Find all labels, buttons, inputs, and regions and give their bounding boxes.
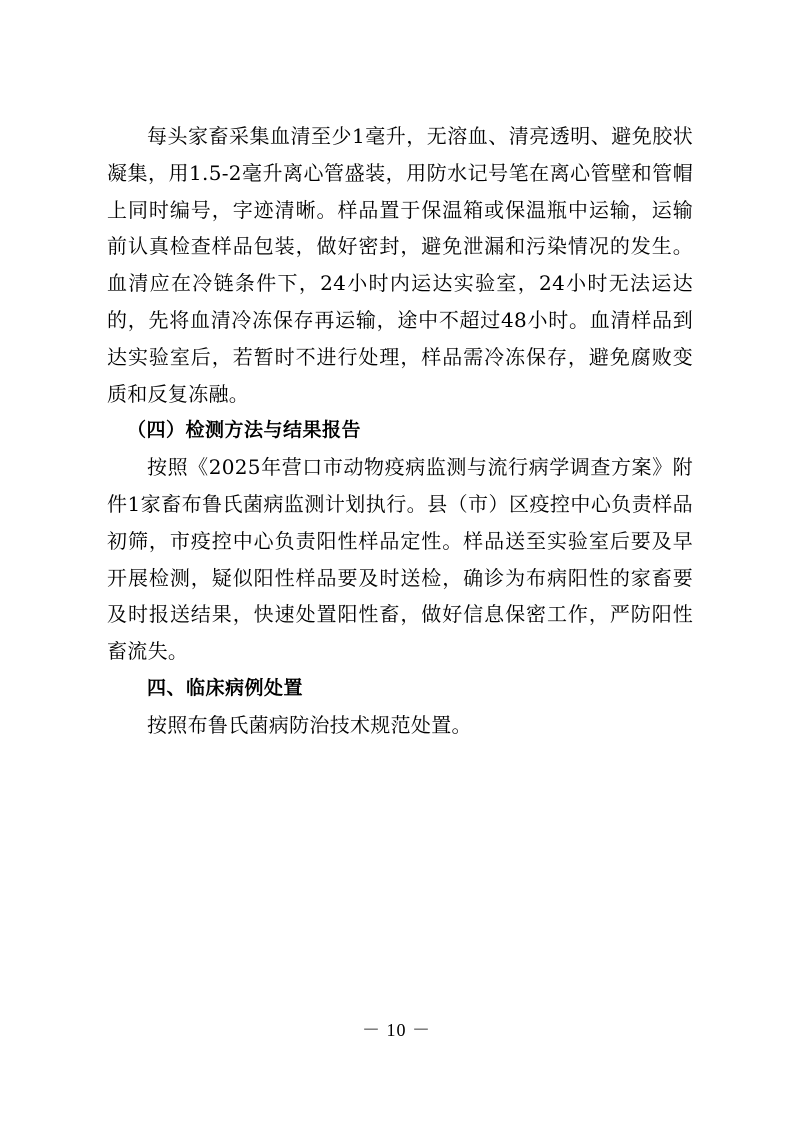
page-number: － 10 － (362, 1020, 431, 1040)
paragraph-detection-methods: 按照《2025年营口市动物疫病监测与流行病学调查方案》附件1家畜布鲁氏菌病监测计划执行。县（市）区疫控中心负责样品初筛，市疫控中心负责阳性样品定性。样品送至实验室后要及早开展检测，疑似阳性样品要及时送检，确诊为布病阳性的家畜要及时报送结果，快速处置阳性畜，做好信息保密工作，严防阳性畜流失。 (107, 455, 693, 664)
paragraph-serum-collection: 每头家畜采集血清至少1毫升，无溶血、清亮透明、避免胶状凝集，用1.5-2毫升离心管盛装，用防水记号笔在离心管壁和管帽上同时编号，字迹清晰。样品置于保温箱或保温瓶中运输，运输前认真检查样品包装，做好密封，避免泄漏和污染情况的发生。血清应在冷链条件下，24小时内运达实验室，24小时无法运达的，先将血清冷冻保存再运输，途中不超过48小时。血清样品到达实验室后，若暂时不进行处理，样品需冷冻保存，避免腐败变质和反复冻融。 (107, 124, 693, 406)
document-body (107, 118, 693, 744)
section-heading-clinical-cases: 四、临床病例处置 (147, 676, 304, 699)
paragraph-clinical-cases: 按照布鲁氏菌病防治技术规范处置。 (147, 712, 472, 737)
subheading-detection-methods: （四）检测方法与结果报告 (127, 419, 362, 442)
